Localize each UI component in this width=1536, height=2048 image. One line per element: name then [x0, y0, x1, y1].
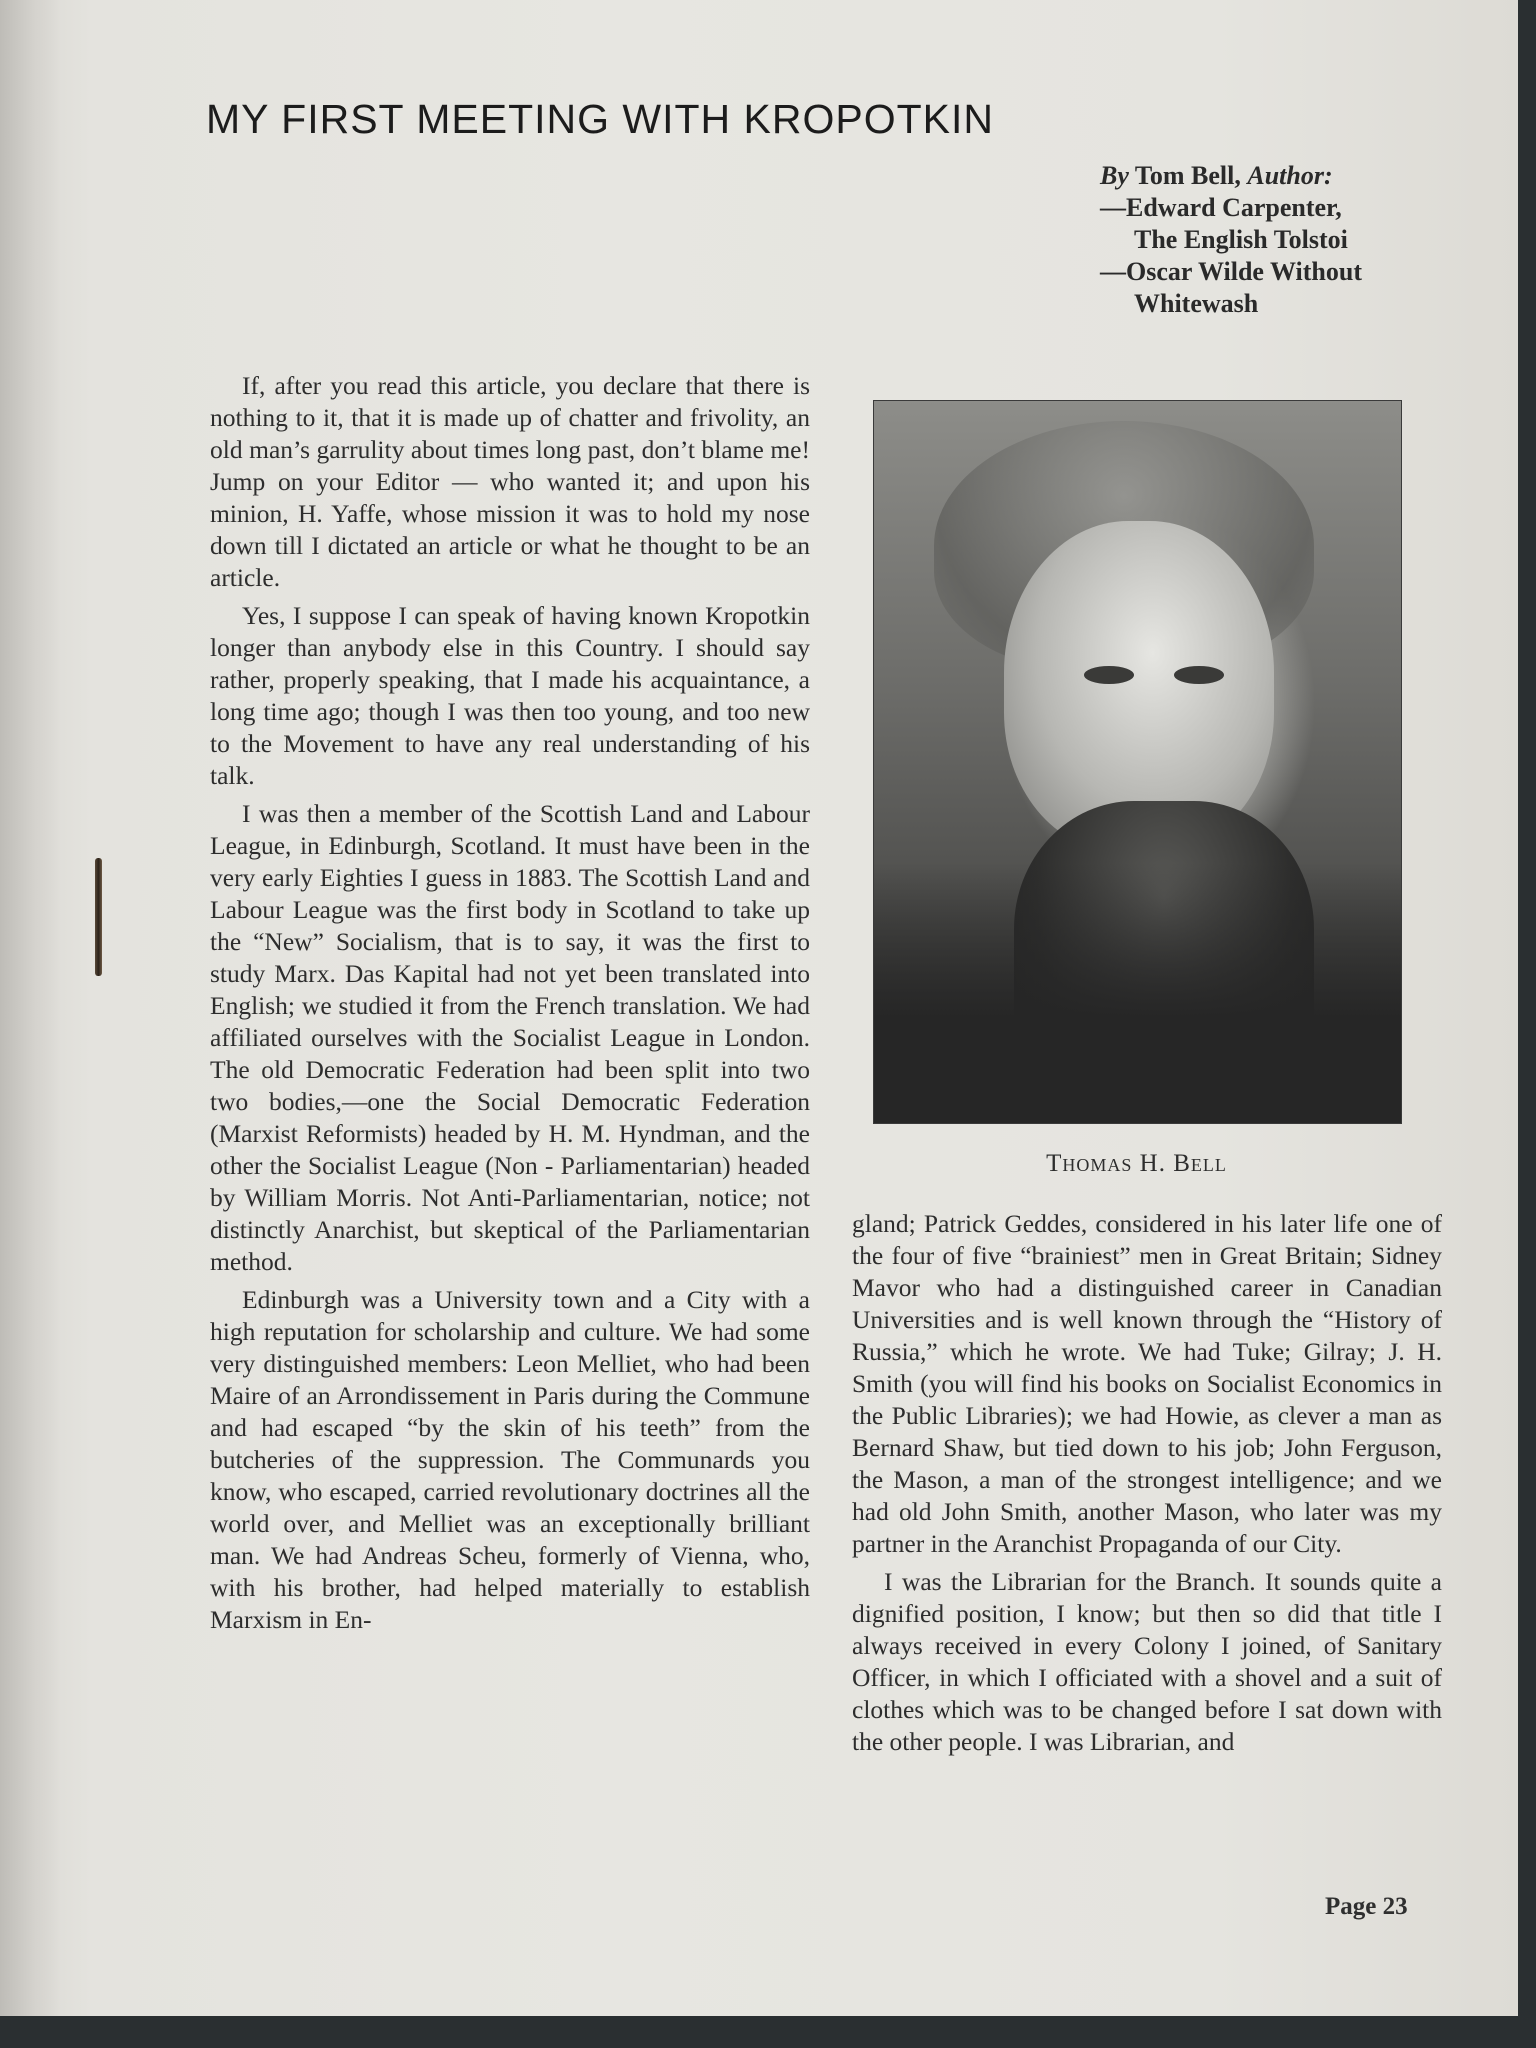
paragraph: I was the Librarian for the Branch. It sounds quite a dignified position, I know; but then so did that title I always received in every Colony I joined, of Sanitary Officer, in which I officiated with a shovel and a suit of clothes which was to be changed before I sat down with the other people. I was Librarian, and: [852, 1567, 1442, 1756]
portrait-photo: [873, 400, 1402, 1124]
byline-work-2-line-1: —Oscar Wilde Without: [1100, 257, 1362, 286]
photo-caption: Thomas H. Bell: [1046, 1150, 1227, 1177]
page-number: Page 23: [1325, 1893, 1408, 1920]
portrait-eye: [1174, 666, 1224, 684]
byline-work-2-line-2: Whitewash: [1134, 289, 1259, 318]
right-column: [852, 1208, 1442, 1758]
byline: [1100, 160, 1480, 320]
staple: [95, 858, 102, 976]
byline-author-name: Tom Bell,: [1134, 161, 1241, 190]
portrait-eye: [1084, 666, 1134, 684]
byline-work-1-line-2: The English Tolstoi: [1134, 225, 1348, 254]
page-spine-shadow: [0, 0, 60, 2016]
byline-work-1-line-1: —Edward Carpenter,: [1100, 193, 1342, 222]
byline-author-role: Author:: [1247, 161, 1333, 190]
paragraph: Yes, I suppose I can speak of having known Kropotkin longer than anybody else in this Country. I should say rather, properly speaking, that I made his acquaintance, a long time ago; though I was then too young, and too new to the Movement to have any real understanding of his talk.: [210, 601, 810, 790]
paragraph: If, after you read this article, you declare that there is nothing to it, that it is made up of chatter and frivolity, an old man’s garrulity about times long past, don’t blame me! Jump on your Editor — who wanted it; and upon his minion, H. Yaffe, whose mission it was to hold my nose down till I dictated an article or what he thought to be an article.: [210, 371, 810, 592]
portrait-coat: [874, 863, 1401, 1123]
article-title: MY FIRST MEETING WITH KROPOTKIN: [206, 96, 995, 142]
paragraph: Edinburgh was a University town and a City with a high reputation for scholarship and culture. We had some very distinguished members: Leon Melliet, who had been Maire of an Arrondissement in Paris during the Commune and had escaped “by the skin of his teeth” from the butcheries of the suppression. The Communards you know, who escaped, carried revolutionary doctrines all the world over, and Melliet was an exceptionally brilliant man. We had Andreas Scheu, formerly of Vienna, who, with his brother, had helped materially to establish Marxism in En-: [210, 1285, 810, 1634]
byline-by: By: [1100, 161, 1129, 190]
paragraph: gland; Patrick Geddes, considered in his later life one of the four of five “brainiest” men in Great Britain; Sidney Mavor who had a distinguished career in Canadian Universities and is well known through the “History of Russia,” which he wrote. We had Tuke; Gilray; J. H. Smith (you will find his books on Socialist Economics in the Public Libraries); we had Howie, as clever a man as Bernard Shaw, but tied down to his job; John Ferguson, the Mason, a man of the strongest intelligence; and we had old John Smith, another Mason, who later was my partner in the Aranchist Propaganda of our City.: [852, 1209, 1442, 1558]
paragraph: I was then a member of the Scottish Land and Labour League, in Edinburgh, Scotland. It must have been in the very early Eighties I guess in 1883. The Scottish Land and Labour League was the first body in Scotland to take up the “New” Socialism, that is to say, it was the first to study Marx. Das Kapital had not yet been translated into English; we studied it from the French translation. We had affiliated ourselves with the Socialist League in London. The old Democratic Federation had been split into two two bodies,—one the Social Democratic Federation (Marxist Reformists) headed by H. M. Hyndman, and the other the Socialist League (Non - Parliamentarian) headed by William Morris. Not Anti-Parliamentarian, notice; not distinctly Anarchist, but skeptical of the Parliamentarian method.: [210, 799, 810, 1276]
left-column: [210, 370, 810, 1636]
